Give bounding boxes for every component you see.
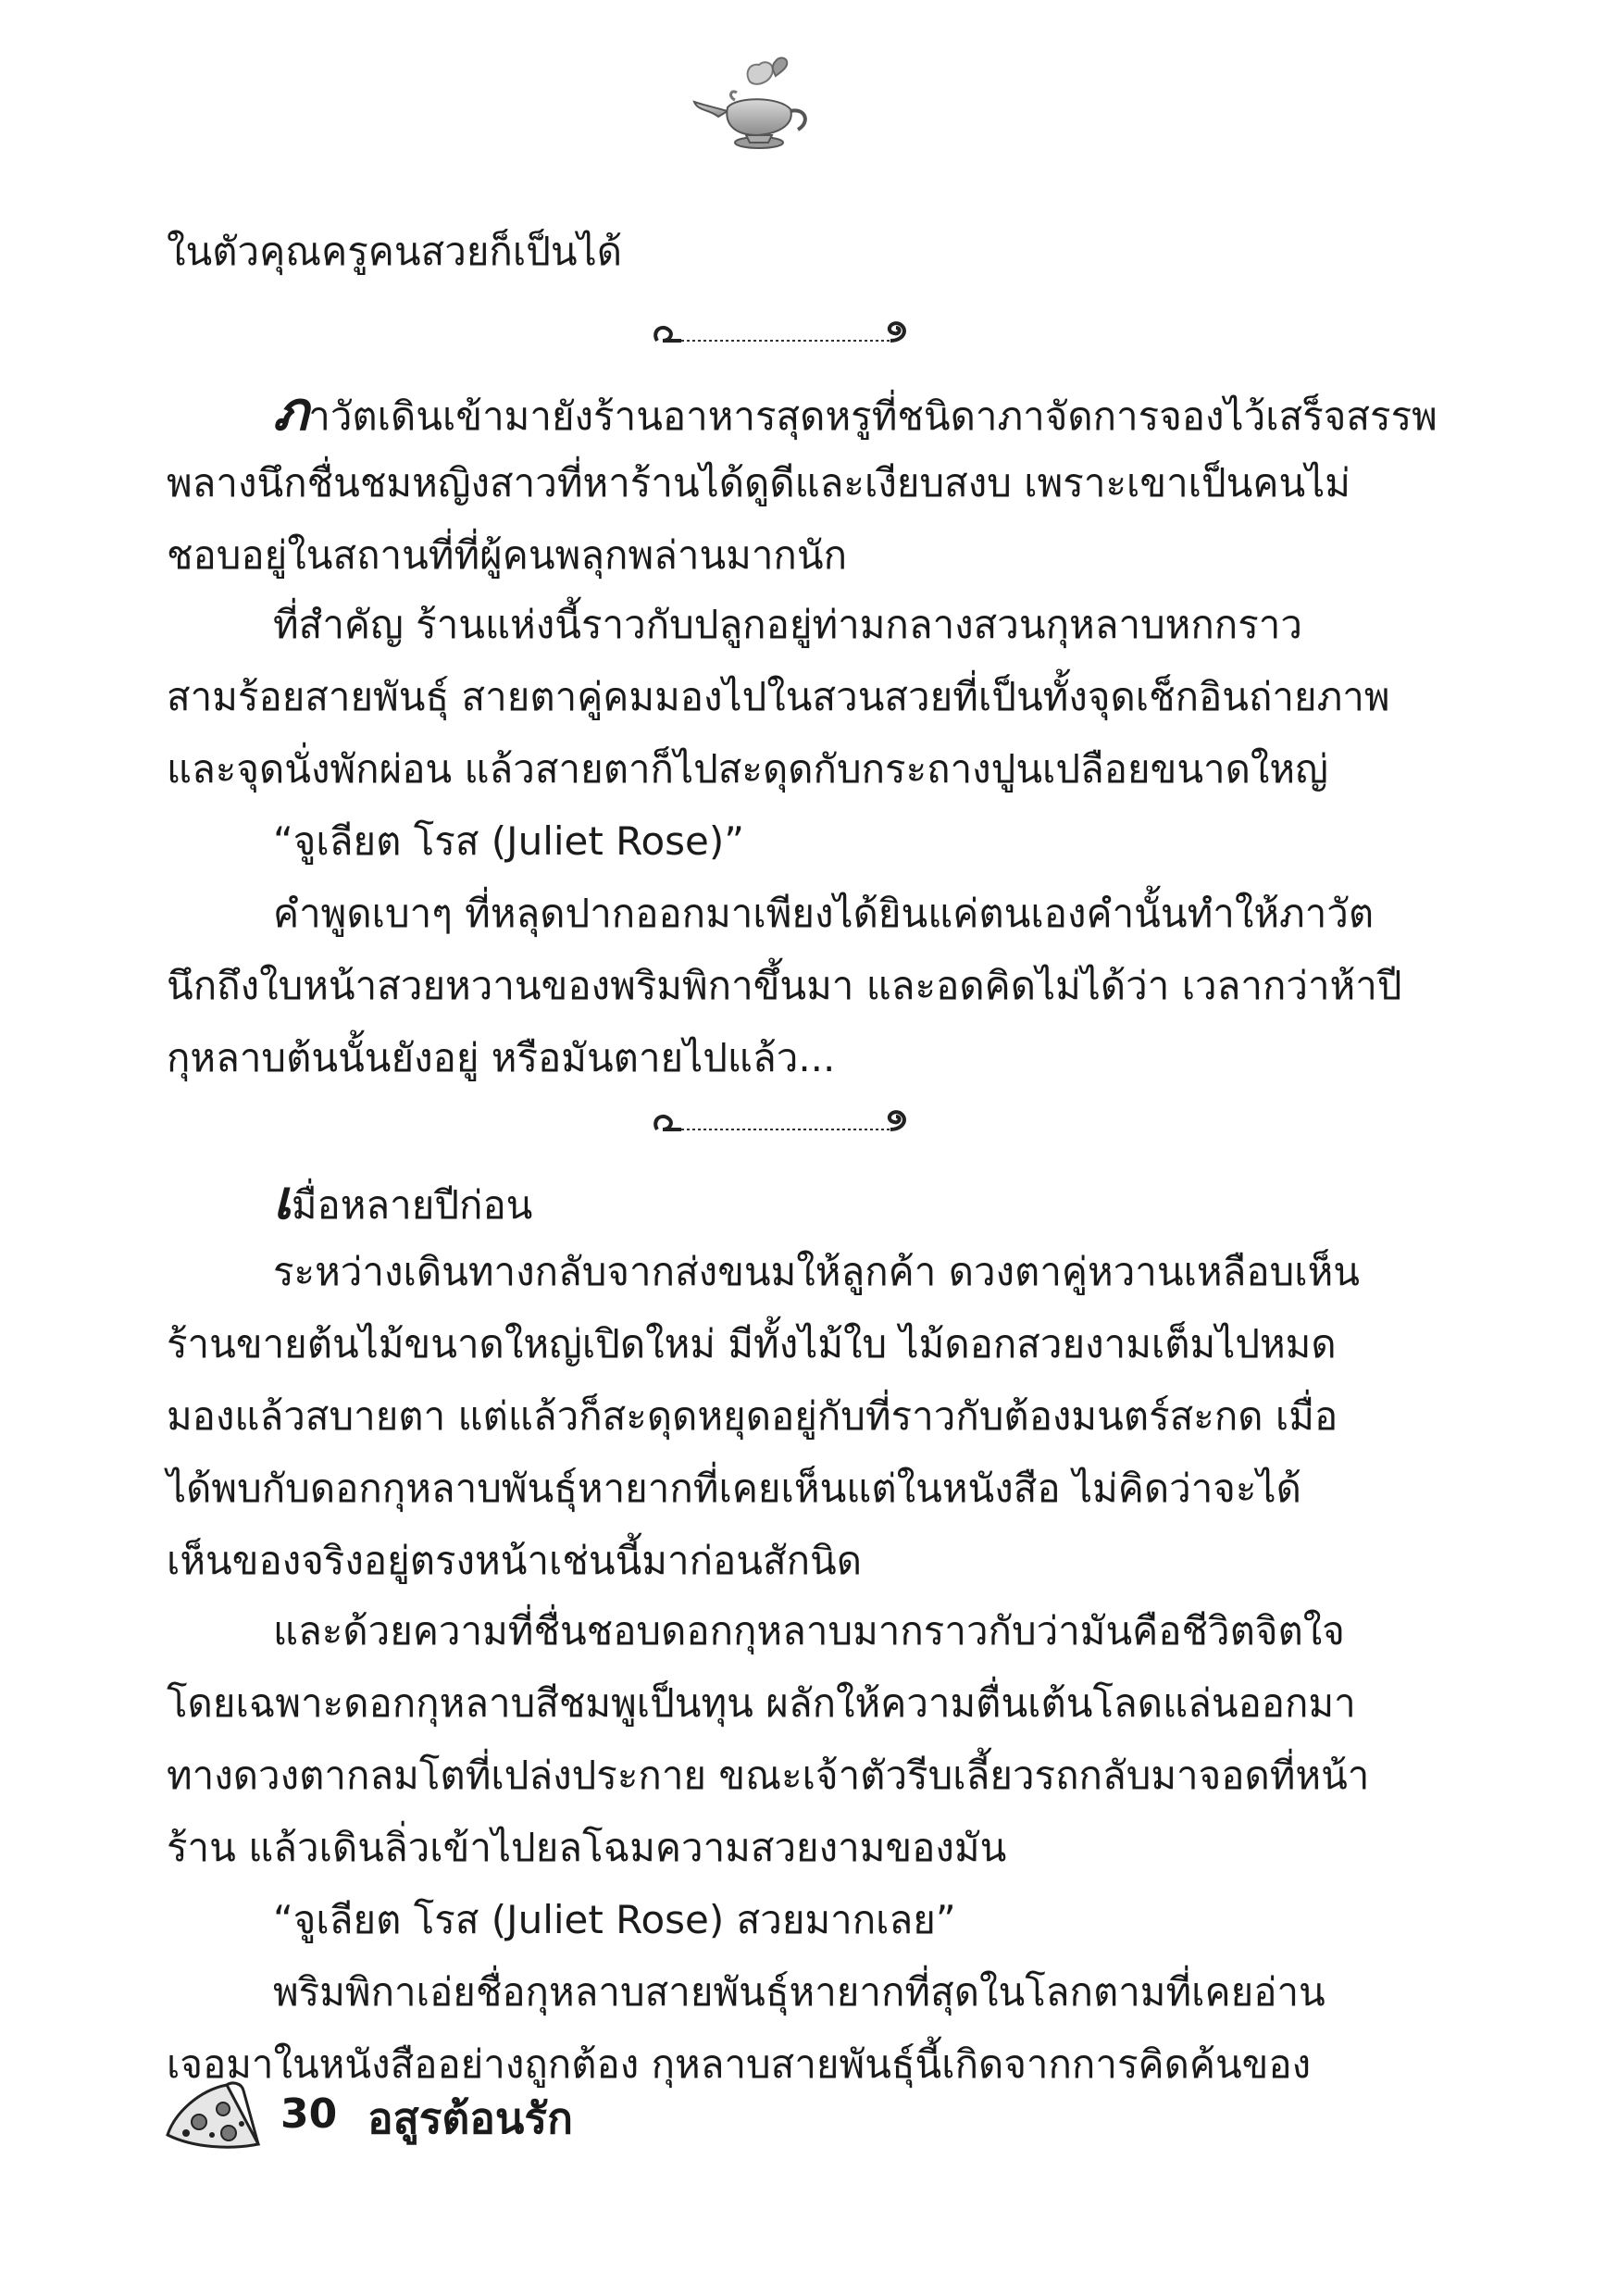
text-line [167,375,1438,447]
text-line: ได้พบกับดอกกุหลาบพันธุ์หายากที่เคยเห็นแต่ในหนังสือ ไม่คิดว่าจะได้ [167,1466,1301,1511]
text-line: ร้าน แล้วเดินลิ่วเข้าไปยลโฉมความสวยงามของมัน [167,1825,1007,1870]
scene-divider [0,1092,1618,1148]
paragraph-1 [167,375,1438,592]
text-line: ทางดวงตากลมโตที่เปล่งประกาย ขณะเจ้าตัวรีบเลี้ยวรถกลับมาจอดที่หน้า [167,1753,1370,1798]
paragraph-6 [167,1595,1370,1884]
text-block-opening [167,216,1351,288]
text-line: ระหว่างเดินทางกลับจากส่งขนมให้ลูกค้า ดวงตาคู่หวานเหลือบเห็น [273,1249,1360,1294]
text-line: ที่สำคัญ ร้านแห่งนี้ราวกับปลูกอยู่ท่ามกลางสวนกุหลาบหกกราว [273,602,1302,647]
paragraph-2 [167,589,1390,805]
text-line: พลางนึกชื่นชมหญิงสาวที่หาร้านได้ดูดีและเงียบสงบ เพราะเขาเป็นคนไม่ [167,460,1350,505]
text-line: “จูเลียต โรส (Juliet Rose) สวยมากเลย” [273,1897,956,1942]
page-number: 30 [280,2090,338,2138]
text-line-content: าวัตเดินเข้ามายังร้านอาหารสุดหรูที่ชนิดาภาจัดการจองไว้เสร็จสรรพ [308,393,1438,439]
dialogue-1 [167,805,1351,878]
pizza-slice-icon [162,2079,264,2153]
scene-break-flourish-icon [648,1092,944,1148]
text-line: นึกถึงใบหน้าสวยหวานของพริมพิกาขึ้นมา และอดคิดไม่ได้ว่า เวลากว่าห้าปี [167,963,1402,1008]
text-line: “จูเลียต โรส (Juliet Rose)” [273,818,745,864]
dialogue-2 [167,1884,1351,1956]
text-line: ในตัวคุณครูคนสวยก็เป็นได้ [167,229,622,274]
text-line: เจอมาในหนังสืออย่างถูกต้อง กุหลาบสายพันธุ์นี้เกิดจากการคิดค้นของ [167,2041,1312,2087]
text-line: และด้วยความที่ชื่นชอบดอกกุหลาบมากราวกับว่ามันคือชีวิตจิตใจ [273,1608,1345,1653]
book-title: อสูรต้อนรัก [367,2093,573,2143]
genie-lamp-icon [691,56,820,157]
scene-divider [0,304,1618,359]
scene-break-flourish-icon [648,304,944,359]
text-line: คำพูดเบาๆ ที่หลุดปากออกมาเพียงได้ยินแค่ตนเองคำนั้นทำให้ภาวัต [273,891,1375,936]
text-line: มองแล้วสบายตา แต่แล้วก็สะดุดหยุดอยู่กับที่ราวกับต้องมนตร์สะกด เมื่อ [167,1393,1338,1439]
text-line: เห็นของจริงอยู่ตรงหน้าเช่นนี้มาก่อนสักนิด [167,1538,862,1583]
paragraph-4 [167,1164,1351,1236]
text-line: และจุดนั่งพักผ่อน แล้วสายตาก็ไปสะดุดกับกระถางปูนเปลือยขนาดใหญ่ [167,746,1328,792]
text-line: สามร้อยสายพันธุ์ สายตาคู่คมมองไปในสวนสวยที่เป็นทั้งจุดเช็กอินถ่ายภาพ [167,674,1390,719]
paragraph-3 [167,878,1402,1094]
page-footer [162,2074,810,2157]
text-line: พริมพิกาเอ่ยชื่อกุหลาบสายพันธุ์หายากที่สุดในโลกตามที่เคยอ่าน [273,1969,1326,2015]
drop-cap: ภ [273,380,309,443]
text-line: โดยเฉพาะดอกกุหลาบสีชมพูเป็นทุน ผลักให้ความตื่นเต้นโลดแล่นออกมา [167,1680,1356,1726]
paragraph-5 [167,1236,1360,1597]
text-line: ร้านขายต้นไม้ขนาดใหญ่เปิดใหม่ มีทั้งไม้ใบ ไม้ดอกสวยงามเต็มไปหมด [167,1321,1337,1366]
text-line [167,1164,1351,1236]
text-line: ชอบอยู่ในสถานที่ที่ผู้คนพลุกพล่านมากนัก [167,532,847,578]
text-line: กุหลาบต้นนั้นยังอยู่ หรือมันตายไปแล้ว... [167,1035,836,1080]
text-line-content: มื่อหลายปีก่อน [291,1182,533,1228]
drop-cap: เ [273,1168,292,1231]
